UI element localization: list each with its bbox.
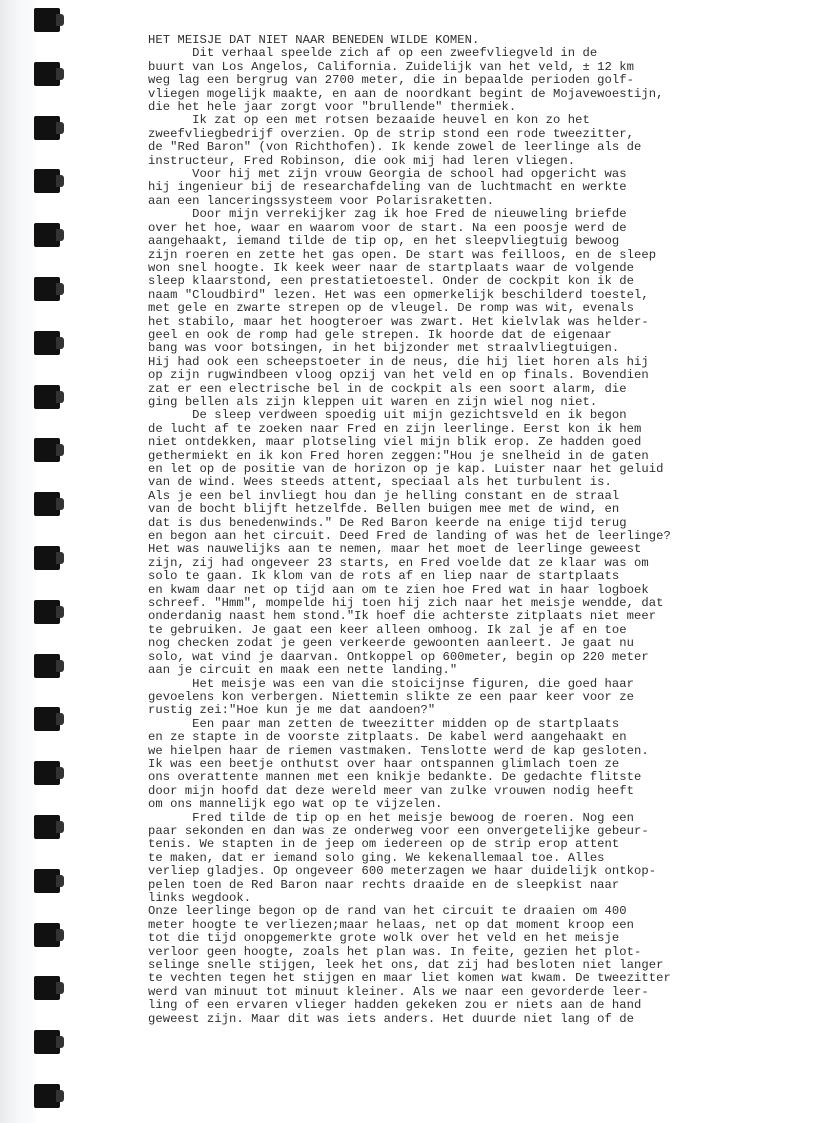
document-title: HET MEISJE DAT NIET NAAR BENEDEN WILDE KOMEN.	[148, 33, 480, 47]
text-line: ging bellen als zijn kleppen uit waren en zijn wiel nog niet.	[148, 394, 598, 409]
comb-binding	[30, 0, 66, 1123]
text-line: selinge snelle stijgen, leek het ons, dat zij had besloten niet langer	[148, 958, 664, 973]
text-line: hij ingenieur bij de researchafdeling van de luchtmacht en werkte	[148, 180, 627, 195]
text-line: Onze leerlinge begon op de rand van het circuit te draaien om 400	[148, 904, 627, 919]
text-line: Een paar man zetten de tweezitter midden op de startplaats	[148, 716, 620, 731]
text-line: Voor hij met zijn vrouw Georgia de school had opgericht was	[148, 167, 627, 182]
text-line: solo, wat vind je daarvan. Ontkoppel op 600meter, begin op 220 meter	[148, 649, 649, 664]
text-line: onderdanig naast hem stond."Ik hoef die achterste zitplaats niet meer	[148, 609, 657, 624]
text-line: aangehaakt, iemand tilde de tip op, en het sleepvliegtuig bewoog	[148, 234, 620, 249]
binding-hole	[34, 546, 60, 570]
text-line: Dit verhaal speelde zich af op een zweefvliegveld in de	[148, 46, 598, 61]
text-line: van de bocht blijft hetzelfde. Bellen buigen mee met de wind, en	[148, 502, 620, 517]
text-line: Het was nauwelijks aan te nemen, maar het moet de leerlinge geweest	[148, 542, 642, 557]
text-line: niet ontdekken, maar plotseling viel mijn blik erop. Ze hadden goed	[148, 435, 642, 450]
text-line: Door mijn verrekijker zag ik hoe Fred de nieuweling briefde	[148, 207, 627, 222]
text-line: Als je een bel invliegt hou dan je helling constant en de straal	[148, 488, 620, 503]
binding-hole	[34, 1084, 60, 1108]
text-line: gevoelens kon verbergen. Niettemin slikte ze een paar keer voor ze	[148, 689, 635, 704]
text-line: sleep klaarstond, een prestatietoestel. Onder de cockpit kon ik de	[148, 274, 635, 289]
text-line: tot die tijd onopgemerkte grote wolk over het veld en het meisje	[148, 931, 620, 946]
text-line: over het hoe, waar en waarom voor de start. Na een poosje werd de	[148, 220, 627, 235]
document-body	[148, 47, 780, 1026]
binding-hole	[34, 8, 60, 32]
text-line: rustig zei:"Hoe kun je me dat aandoen?"	[148, 703, 436, 718]
text-line: we hielpen haar de riemen vastmaken. Tenslotte werd de kap gesloten.	[148, 743, 649, 758]
text-line: met gele en zwarte strepen op de vleugel. De romp was wit, evenals	[148, 301, 635, 316]
text-line: pelen toen de Red Baron naar rechts draaide en de sleepkist naar	[148, 877, 620, 892]
binding-hole	[34, 869, 60, 893]
binding-hole	[34, 1030, 60, 1054]
text-line: op zijn rugwindbeen vloog opzij van het veld en op finals. Bovendien	[148, 368, 649, 383]
text-line: zweefvliegbedrijf overzien. Op de strip stond een rode tweezitter,	[148, 126, 635, 141]
text-line: zijn, zij had ongeveer 23 starts, en Fred voelde dat ze klaar was om	[148, 555, 649, 570]
text-line: Ik zat op een met rotsen bezaaide heuvel en kon zo het	[148, 113, 590, 128]
text-line: en kwam daar net op tijd aan om te zien hoe Fred wat in haar logboek	[148, 582, 649, 597]
text-line: de "Red Baron" (von Richthofen). Ik kende zowel de leerlinge als de	[148, 140, 642, 155]
binding-hole	[34, 116, 60, 140]
text-line: bang was voor botsingen, in het bijzonder met straalvliegtuigen.	[148, 341, 620, 356]
text-line: instructeur, Fred Robinson, die ook mij had leren vliegen.	[148, 153, 576, 168]
binding-hole	[34, 654, 60, 678]
binding-hole	[34, 492, 60, 516]
text-line: aan een lanceringssysteem voor Polarisraketten.	[148, 193, 495, 208]
text-line: vliegen mogelijk maakte, en aan de noordkant begint de Mojavewoestijn,	[148, 86, 664, 101]
text-line: om ons mannelijk ego wat op te vijzelen.	[148, 797, 443, 812]
text-line: dat is dus benedenwinds." De Red Baron keerde na enige tijd terug	[148, 515, 627, 530]
binding-hole	[34, 223, 60, 247]
text-line: ling of een ervaren vlieger hadden gekeken zou er niets aan de hand	[148, 998, 642, 1013]
text-line: geweest zijn. Maar dit was iets anders. Het duurde niet lang of de	[148, 1011, 635, 1026]
text-line: won snel hoogte. Ik keek weer naar de startplaats waar de volgende	[148, 260, 635, 275]
binding-hole	[34, 385, 60, 409]
text-line: weg lag een bergrug van 2700 meter, die in bepaalde perioden golf-	[148, 73, 635, 88]
text-line: aan je circuit en maak een nette landing."	[148, 663, 458, 678]
binding-hole	[34, 815, 60, 839]
text-line: meter hoogte te verliezen;maar helaas, net op dat moment kroop een	[148, 917, 635, 932]
binding-hole	[34, 707, 60, 731]
binding-hole	[34, 277, 60, 301]
text-line: het stabilo, maar het hoogteroer was zwart. Het kielvlak was helder-	[148, 314, 649, 329]
text-line: de lucht af te zoeken naar Fred en zijn leerlinge. Eerst kon ik hem	[148, 421, 642, 436]
binding-hole	[34, 976, 60, 1000]
text-line: te maken, dat er iemand solo ging. We kekenallemaal toe. Alles	[148, 850, 605, 865]
text-line: die het hele jaar zorgt voor "brullende" thermiek.	[148, 100, 517, 115]
text-line: solo te gaan. Ik klom van de rots af en liep naar de startplaats	[148, 569, 620, 584]
text-line: zijn roeren en zette het gas open. De start was feilloos, en de sleep	[148, 247, 657, 262]
text-line: te vechten tegen het stijgen en maar liet komen wat kwam. De tweezitter	[148, 971, 671, 986]
text-line: ons overattente mannen met een knikje bedankte. De gedachte flitste	[148, 770, 642, 785]
typed-page	[148, 34, 780, 1026]
text-line: paar sekonden en dan was ze onderweg voor een onvergetelijke gebeur-	[148, 823, 649, 838]
text-line: en ze stapte in de voorste zitplaats. De kabel werd aangehaakt en	[148, 730, 627, 745]
text-line: schreef. "Hmm", mompelde hij toen hij zich naar het meisje wendde, dat	[148, 596, 664, 611]
text-line: De sleep verdween spoedig uit mijn gezichtsveld en ik begon	[148, 408, 627, 423]
text-line: Fred tilde de tip op en het meisje bewoog de roeren. Nog een	[148, 810, 635, 825]
binding-hole	[34, 761, 60, 785]
text-line: zat er een electrische bel in de cockpit als een soort alarm, die	[148, 381, 627, 396]
text-line: en begon aan het circuit. Deed Fred de landing of was het de leerlinge?	[148, 529, 671, 544]
text-line: buurt van Los Angelos, California. Zuidelijk van het veld, ± 12 km	[148, 59, 635, 74]
text-line: van de wind. Wees steeds attent, speciaal als het turbulent is.	[148, 475, 612, 490]
text-line: en let op de positie van de horizon op je kap. Luister naar het geluid	[148, 462, 664, 476]
text-line: Hij had ook een scheepstoeter in de neus, die hij liet horen als hij	[148, 354, 649, 369]
binding-hole	[34, 600, 60, 624]
text-line: Het meisje was een van die stoicijnse figuren, die goed haar	[148, 676, 635, 691]
text-line: naam "Cloudbird" lezen. Het was een opmerkelijk beschilderd toestel,	[148, 287, 649, 302]
text-line: tenis. We stapten in de jeep om iedereen op de strip erop attent	[148, 837, 620, 852]
text-line: te gebruiken. Je gaat een keer alleen omhoog. Ik zal je af en toe	[148, 622, 627, 637]
binding-hole	[34, 923, 60, 947]
text-line: Ik was een beetje onthutst over haar ontspannen glimlach toen ze	[148, 756, 620, 771]
text-line: gethermiekt en ik kon Fred horen zeggen:"Hou je snelheid in de gaten	[148, 448, 649, 463]
binding-hole	[34, 438, 60, 462]
text-line: werd van minuut tot minuut kleiner. Als we naar een gevorderde leer-	[148, 984, 649, 999]
text-line: verloor geen hoogte, zoals het plan was. In feite, gezien het plot-	[148, 944, 642, 959]
text-line: verliep gladjes. Op ongeveer 600 meterzagen we haar duidelijk ontkop-	[148, 864, 657, 879]
text-line: geel en ook de romp had gele strepen. Ik hoorde dat de eigenaar	[148, 327, 612, 342]
binding-hole	[34, 62, 60, 86]
binding-hole	[34, 331, 60, 355]
binding-hole	[34, 169, 60, 193]
text-line: door mijn hoofd dat deze wereld meer van zulke vrouwen nodig heeft	[148, 783, 635, 798]
text-line: links wegdook.	[148, 891, 252, 905]
text-line: nog checken zodat je geen verkeerde gewoonten aanleert. Je gaat nu	[148, 636, 635, 651]
